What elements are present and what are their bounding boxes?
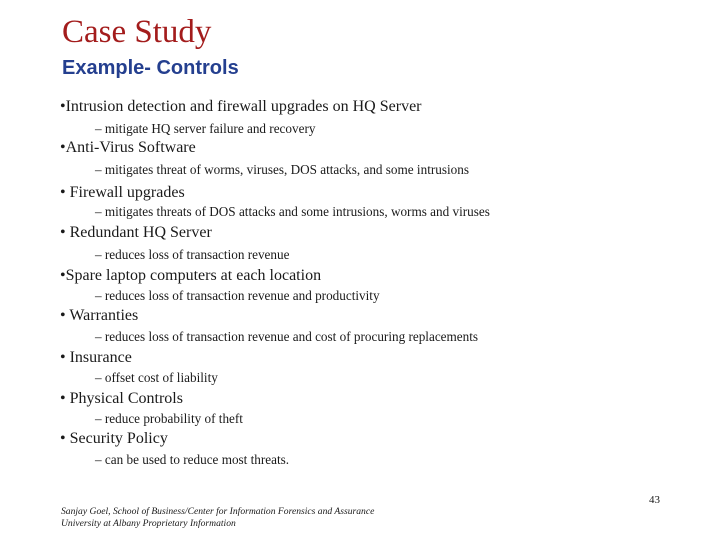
bullet-detail: – mitigates threats of DOS attacks and some intrusions, worms and viruses — [95, 204, 490, 219]
bullet-detail: – reduces loss of transaction revenue and cost of procuring replacements — [95, 329, 479, 344]
bullet-item: • Physical Controls — [60, 390, 183, 407]
slide-subtitle: Example- Controls — [62, 57, 239, 79]
bullet-detail: – reduce probability of theft — [95, 411, 243, 426]
bullet-detail: – reduces loss of transaction revenue and productivity — [95, 288, 380, 303]
bullet-detail: – reduces loss of transaction revenue — [95, 247, 290, 262]
bullet-item: • Insurance — [60, 349, 132, 366]
bullet-item: •Intrusion detection and firewall upgrades on HQ Server — [60, 98, 422, 115]
page-number: 43 — [649, 494, 660, 506]
footer-author: Sanjay Goel, School of Business/Center for Information Forensics and Assurance — [61, 506, 375, 517]
bullet-item: • Warranties — [60, 307, 139, 324]
bullet-item: • Redundant HQ Server — [60, 224, 212, 241]
bullet-item: •Anti-Virus Software — [60, 139, 196, 156]
bullet-item: • Firewall upgrades — [60, 184, 185, 201]
bullet-detail: – mitigates threat of worms, viruses, DOS attacks, and some intrusions — [95, 162, 469, 177]
slide-title: Case Study — [62, 14, 212, 50]
bullet-detail: – mitigate HQ server failure and recovery — [95, 121, 316, 136]
slide-footer — [61, 506, 374, 530]
bullet-detail: – offset cost of liability — [95, 370, 218, 385]
bullet-detail: – can be used to reduce most threats. — [95, 452, 290, 467]
bullet-item: •Spare laptop computers at each location — [60, 267, 322, 284]
bullet-item: • Security Policy — [60, 430, 168, 447]
footer-affiliation: University at Albany Proprietary Information — [61, 518, 236, 529]
